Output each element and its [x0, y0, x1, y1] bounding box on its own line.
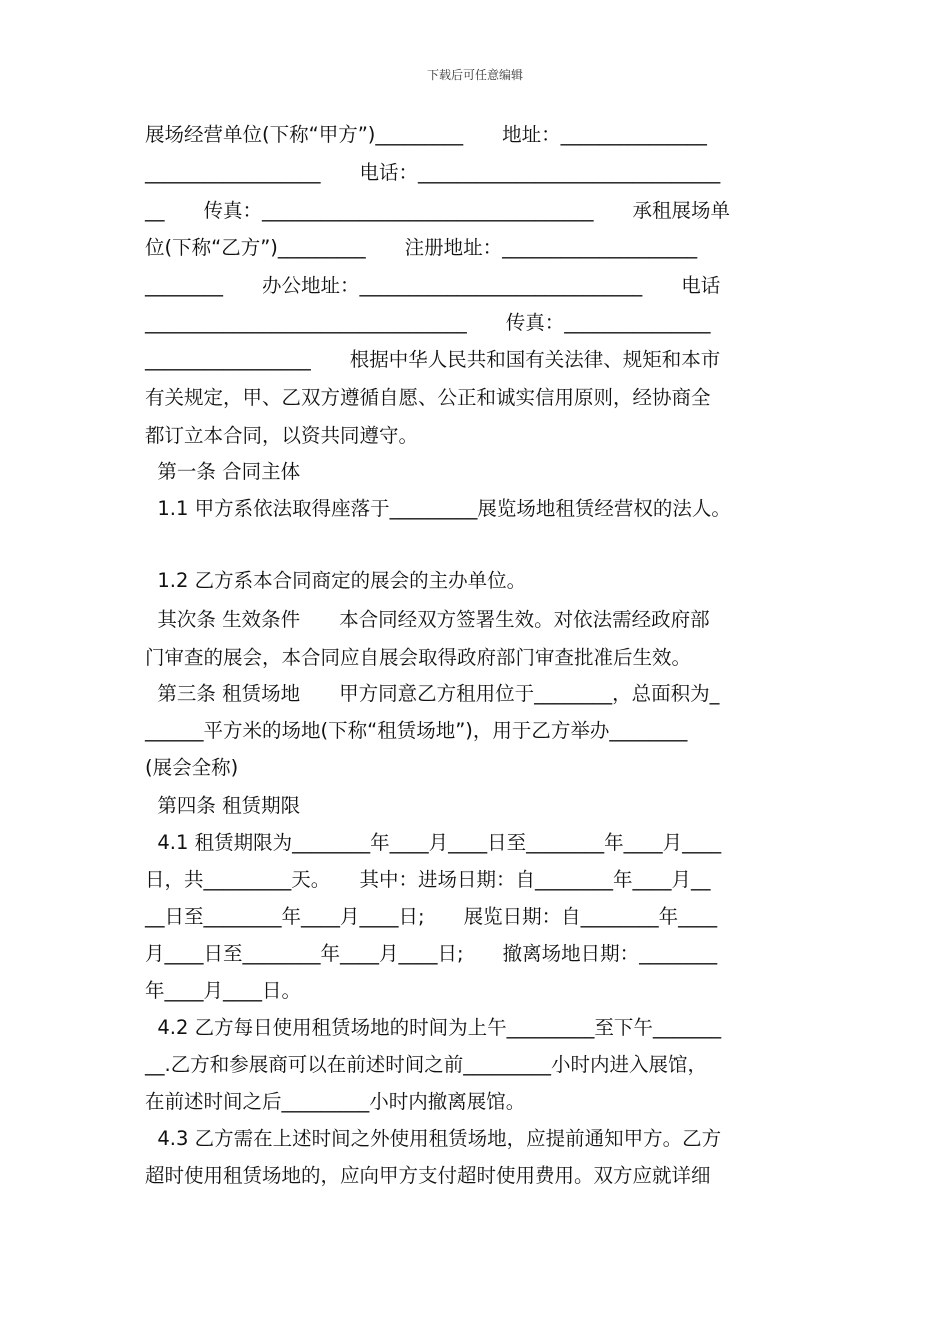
text-line: _________________ 根据中华人民共和国有关法律、规矩和本市: [145, 348, 721, 371]
text-line: __日至________年____月____日; 展览日期：自________年____: [145, 905, 718, 928]
page-header: 下载后可任意编辑: [426, 68, 523, 82]
article-heading: 第一条 合同主体: [145, 460, 301, 483]
text-line: 在前述时间之后_________小时内撤离展馆。: [145, 1090, 526, 1113]
article-heading: 第三条 租赁场地 甲方同意乙方租用位于________，总面积为_: [145, 682, 720, 705]
text-line: _________________________________ 传真：_______________: [145, 311, 711, 334]
text-line: 月____日至________年____月____日; 撤离场地日期：________: [145, 942, 718, 965]
text-line: 年____月____日。: [145, 979, 302, 1002]
text-line: 展场经营单位(下称“甲方”)_________ 地址：_______________: [145, 123, 707, 146]
clause-line: 1.2 乙方系本合同商定的展会的主办单位。: [145, 569, 527, 592]
article-heading: 其次条 生效条件 本合同经双方签署生效。对依法需经政府部: [145, 608, 710, 631]
clause-line: 4.2 乙方每日使用租赁场地的时间为上午_________至下午_______: [145, 1016, 722, 1039]
text-line: (展会全称): [145, 756, 239, 779]
text-line: 门审查的展会，本合同应自展会取得政府部门审查批准后生效。: [145, 646, 692, 669]
text-line: __________________ 电话：_______________________________: [145, 161, 721, 184]
text-line: 都订立本合同，以资共同遵守。: [145, 424, 419, 447]
text-line: 日，共_________天。 其中：进场日期：自________年____月__: [145, 868, 711, 891]
clause-line: 4.3 乙方需在上述时间之外使用租赁场地，应提前通知甲方。乙方: [145, 1127, 722, 1150]
text-line: 超时使用租赁场地的，应向甲方支付超时使用费用。双方应就详细: [145, 1164, 711, 1187]
text-line: __ 传真：__________________________________ 承租展场单: [145, 199, 731, 222]
clause-line: 4.1 租赁期限为________年____月____日至________年____月____: [145, 831, 722, 854]
text-line: 位(下称“乙方”)_________ 注册地址：____________________: [145, 236, 698, 259]
text-line: ______平方米的场地(下称“租赁场地”)，用于乙方举办________: [145, 719, 688, 742]
clause-line: 1.1 甲方系依法取得座落于_________展览场地租赁经营权的法人。: [145, 497, 731, 520]
text-line: __.乙方和参展商可以在前述时间之前_________小时内进入展馆，: [145, 1053, 707, 1076]
text-line: 有关规定，甲、乙双方遵循自愿、公正和诚实信用原则，经协商全: [145, 386, 711, 409]
text-line: ________ 办公地址：_____________________________ 电话: [145, 274, 721, 297]
article-heading: 第四条 租赁期限: [145, 794, 301, 817]
